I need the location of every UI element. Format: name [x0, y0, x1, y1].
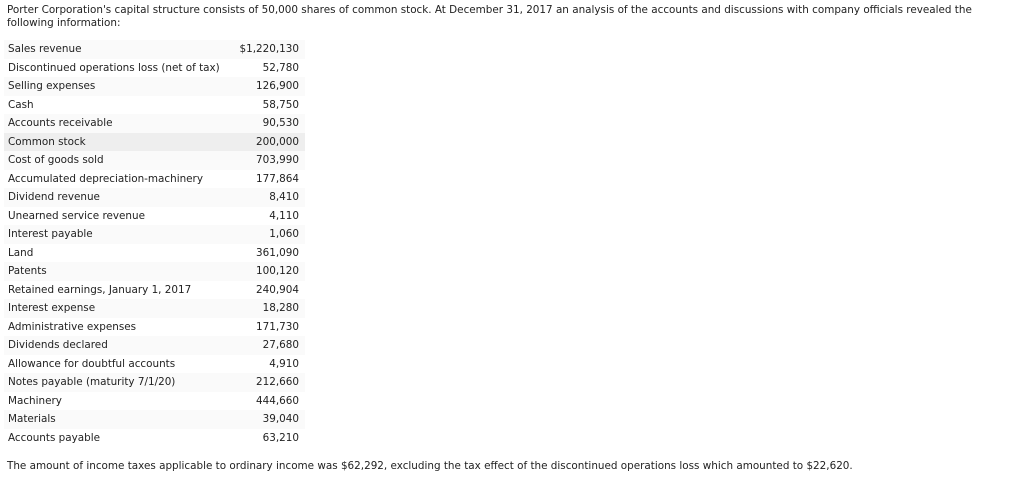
account-label: Discontinued operations loss (net of tax)	[8, 61, 220, 74]
table-row	[4, 355, 305, 374]
account-label: Cost of goods sold	[4, 151, 234, 170]
account-label: Accounts payable	[8, 431, 101, 444]
account-label: Accumulated depreciation-machinery	[8, 172, 203, 185]
account-label: Dividends declared	[4, 336, 234, 355]
table-row	[4, 151, 305, 170]
account-label: Sales revenue	[4, 40, 234, 59]
table-row	[4, 188, 305, 207]
table-row	[4, 40, 305, 59]
accounts-table	[4, 40, 305, 447]
account-value: 1,060	[234, 225, 305, 244]
account-value: 8,410	[234, 188, 305, 207]
account-value: 212,660	[234, 373, 305, 392]
account-value: 200,000	[234, 133, 305, 152]
account-label: Retained earnings, January 1, 2017	[8, 283, 192, 296]
account-value: 703,990	[234, 151, 305, 170]
table-row	[4, 114, 305, 133]
account-value: 361,090	[256, 246, 299, 259]
account-label: Machinery	[8, 394, 62, 407]
account-label: Interest payable	[4, 225, 234, 244]
account-value: 171,730	[256, 320, 299, 333]
account-value: 18,280	[234, 299, 305, 318]
account-value: 240,904	[256, 283, 299, 296]
account-label: Dividend revenue	[4, 188, 234, 207]
table-row	[4, 410, 305, 429]
account-value: 90,530	[234, 114, 305, 133]
table-row	[4, 392, 305, 411]
table-row	[4, 225, 305, 244]
table-row	[4, 262, 305, 281]
table-row	[4, 318, 305, 337]
table-row	[4, 244, 305, 263]
table-row	[4, 96, 305, 115]
account-label: Selling expenses	[4, 77, 234, 96]
account-value: 126,900	[234, 77, 305, 96]
table-row	[4, 77, 305, 96]
table-row	[4, 336, 305, 355]
account-value: 27,680	[234, 336, 305, 355]
table-row	[4, 281, 305, 300]
account-label: Materials	[4, 410, 234, 429]
account-value: 63,210	[262, 431, 299, 444]
account-label: Unearned service revenue	[8, 209, 145, 222]
table-row	[4, 373, 305, 392]
table-row	[4, 133, 305, 152]
account-value: 4,910	[269, 357, 299, 370]
table-row	[4, 429, 305, 448]
account-value: 100,120	[234, 262, 305, 281]
account-label: Interest expense	[4, 299, 234, 318]
table-row	[4, 207, 305, 226]
account-label: Patents	[4, 262, 234, 281]
footer-text: The amount of income taxes applicable to ordinary income was $62,292, excluding the tax effect of the discontinued operations loss which amounted to $22,620.	[7, 460, 853, 472]
account-label: Notes payable (maturity 7/1/20)	[4, 373, 234, 392]
intro-text: Porter Corporation's capital structure consists of 50,000 shares of common stock. At December 31, 2017 an analysis of the accounts and discussions with company officials revealed the following information:	[7, 4, 972, 29]
account-value: 52,780	[262, 61, 299, 74]
account-value: 4,110	[269, 209, 299, 222]
account-value: 444,660	[256, 394, 299, 407]
account-label: Common stock	[4, 133, 234, 152]
account-label: Administrative expenses	[8, 320, 137, 333]
account-value: $1,220,130	[234, 40, 305, 59]
account-label: Allowance for doubtful accounts	[8, 357, 176, 370]
table-row	[4, 299, 305, 318]
account-label: Cash	[8, 98, 34, 111]
account-label: Land	[8, 246, 34, 259]
table-row	[4, 170, 305, 189]
table-row	[4, 59, 305, 78]
account-value: 39,040	[234, 410, 305, 429]
account-value: 177,864	[256, 172, 299, 185]
account-value: 58,750	[262, 98, 299, 111]
account-label: Accounts receivable	[4, 114, 234, 133]
